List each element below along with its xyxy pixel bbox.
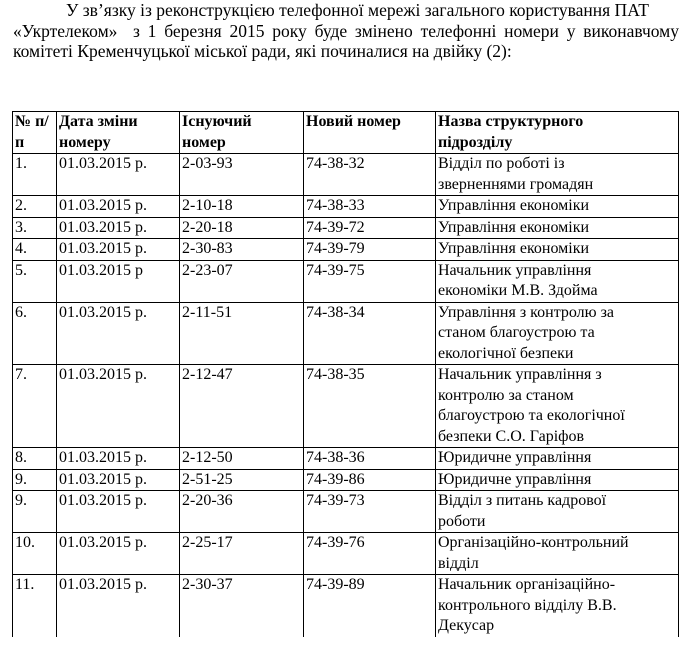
cell-department (436, 533, 679, 575)
header-old-number (180, 112, 304, 154)
cell-department (436, 491, 679, 533)
cell-num: 6. (13, 302, 57, 365)
cell-department (436, 217, 679, 239)
cell-date: 01.03.2015 р. (57, 448, 180, 470)
cell-num: 10. (13, 533, 57, 575)
header-change-date (57, 112, 180, 154)
cell-department (436, 448, 679, 470)
cell-date: 01.03.2015 р. (57, 196, 180, 218)
cell-old: 2-10-18 (180, 196, 304, 218)
cell-old: 2-23-07 (180, 260, 304, 302)
cell-old: 2-25-17 (180, 533, 304, 575)
cell-old: 2-12-47 (180, 365, 304, 448)
cell-old: 2-11-51 (180, 302, 304, 365)
table-row (13, 491, 679, 533)
cell-num: 3. (13, 217, 57, 239)
cell-num: 11. (13, 575, 57, 637)
cell-old: 2-20-18 (180, 217, 304, 239)
department-line: Юридичне управління (438, 449, 592, 466)
header-line: номер (182, 133, 226, 151)
department-line: станом благоустрою та (438, 324, 595, 341)
department-line: благоустрою та екологічної (438, 407, 625, 424)
table-row (13, 239, 679, 261)
department-line: екологічної безпеки (438, 344, 574, 362)
table-row (13, 196, 679, 218)
department-line: відділ (438, 554, 479, 572)
cell-new: 74-39-76 (304, 533, 436, 575)
cell-num: 1. (13, 154, 57, 196)
department-line: Управління економіки (438, 218, 590, 236)
department-line: Декусар (438, 617, 495, 634)
department-line: контрольного відділу В.В. (438, 596, 617, 614)
table-row (13, 217, 679, 239)
cell-old: 2-30-37 (180, 575, 304, 637)
cell-num: 9. (13, 491, 57, 533)
cell-department (436, 469, 679, 491)
header-department (436, 112, 679, 154)
cell-date: 01.03.2015 р. (57, 491, 180, 533)
department-line: економіки М.В. Здойма (438, 282, 598, 299)
table-row (13, 575, 679, 637)
table-row (13, 448, 679, 470)
table-body (13, 154, 679, 637)
cell-department (436, 239, 679, 261)
cell-department (436, 365, 679, 448)
cell-new: 74-39-79 (304, 239, 436, 261)
cell-old: 2-03-93 (180, 154, 304, 196)
cell-date: 01.03.2015 р. (57, 239, 180, 261)
intro-line: У зв’язку із реконструкцією телефонної мережі загального користування ПАТ (66, 0, 649, 20)
department-line: Юридичне управління (438, 470, 592, 488)
department-line: Начальник організаційно- (438, 576, 616, 593)
cell-department (436, 302, 679, 365)
department-line: Відділ по роботі із (438, 155, 565, 172)
cell-new: 74-39-89 (304, 575, 436, 637)
cell-date: 01.03.2015 р. (57, 575, 180, 637)
cell-num: 4. (13, 239, 57, 261)
cell-new: 74-39-75 (304, 260, 436, 302)
header-line: Новий номер (306, 113, 401, 130)
cell-date: 01.03.2015 р. (57, 533, 180, 575)
cell-num: 7. (13, 365, 57, 448)
cell-date: 01.03.2015 р. (57, 217, 180, 239)
cell-num: 5. (13, 260, 57, 302)
header-line: номеру (59, 133, 111, 151)
header-line: Назва структурного (438, 113, 584, 130)
cell-old: 2-20-36 (180, 491, 304, 533)
header-line: № п/ (15, 113, 49, 130)
cell-num: 2. (13, 196, 57, 218)
header-number (13, 112, 57, 154)
table-row (13, 533, 679, 575)
cell-new: 74-38-36 (304, 448, 436, 470)
table-row (13, 302, 679, 365)
cell-new: 74-39-72 (304, 217, 436, 239)
cell-date: 01.03.2015 р. (57, 302, 180, 365)
header-line: підрозділу (438, 133, 513, 151)
table-row (13, 260, 679, 302)
department-line: безпеки С.О. Гаріфов (438, 427, 585, 445)
department-line: Начальник управління (438, 261, 592, 279)
department-line: Управління економіки (438, 197, 590, 214)
cell-new: 74-39-73 (304, 491, 436, 533)
cell-department (436, 575, 679, 637)
header-line: Дата зміни (59, 113, 138, 130)
cell-date: 01.03.2015 р. (57, 154, 180, 196)
table-row (13, 469, 679, 491)
cell-date: 01.03.2015 р (57, 260, 180, 302)
department-line: зверненнями громадян (438, 175, 594, 193)
cell-new: 74-39-86 (304, 469, 436, 491)
table-row (13, 365, 679, 448)
header-line: Існуючий (182, 113, 252, 130)
department-line: Начальник управління з (438, 366, 602, 383)
cell-department (436, 260, 679, 302)
cell-department (436, 154, 679, 196)
cell-old: 2-12-50 (180, 448, 304, 470)
intro-paragraph (13, 0, 679, 62)
cell-num: 8. (13, 448, 57, 470)
cell-department (436, 196, 679, 218)
cell-num: 9. (13, 469, 57, 491)
cell-new: 74-38-32 (304, 154, 436, 196)
cell-old: 2-51-25 (180, 469, 304, 491)
cell-date: 01.03.2015 р. (57, 365, 180, 448)
department-line: Організаційно-контрольний (438, 534, 629, 551)
cell-new: 74-38-34 (304, 302, 436, 365)
department-line: роботи (438, 512, 486, 530)
department-line: Відділ з питань кадрової (438, 492, 607, 509)
department-line: контролю за станом (438, 386, 574, 404)
cell-date: 01.03.2015 р. (57, 469, 180, 491)
table-header-row (13, 112, 679, 154)
cell-new: 74-38-35 (304, 365, 436, 448)
intro-line: комітеті Кременчуцької міської ради, які починалися на двійку (2): (13, 41, 512, 61)
header-line: п (15, 133, 25, 151)
cell-new: 74-38-33 (304, 196, 436, 218)
intro-line: «Укртелеком» з 1 березня 2015 року буде змінено телефонні номери у виконавчому (13, 20, 679, 41)
department-line: Управління економіки (438, 240, 590, 257)
table-row (13, 154, 679, 196)
header-new-number (304, 112, 436, 154)
department-line: Управління з контролю за (438, 303, 615, 321)
cell-old: 2-30-83 (180, 239, 304, 261)
phone-numbers-table (12, 111, 679, 637)
